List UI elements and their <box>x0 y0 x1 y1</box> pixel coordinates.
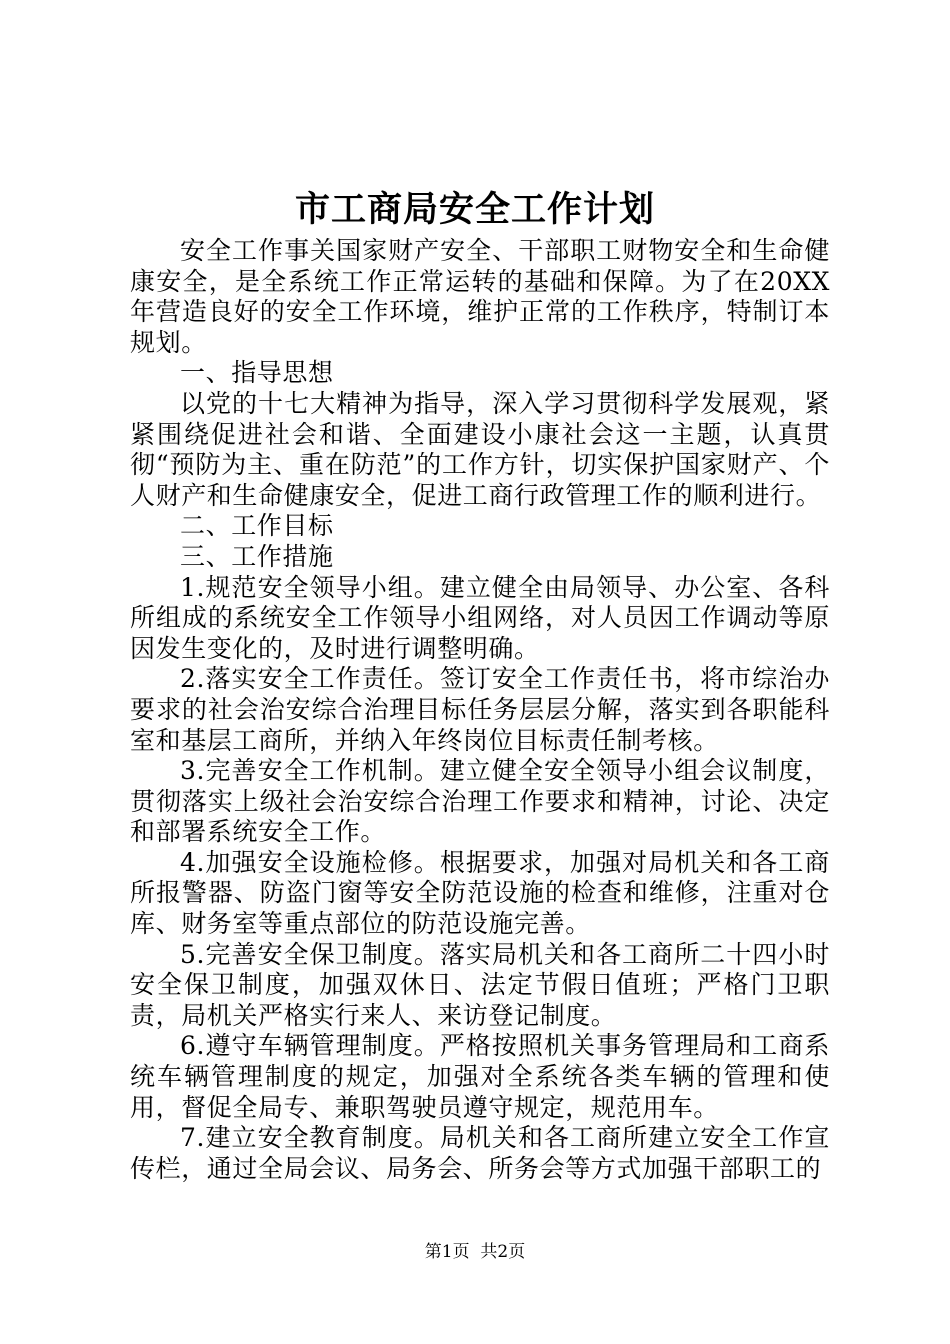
page-number-label: 第1页 共2页 <box>424 1242 526 1262</box>
measure-item-6: 6.遵守车辆管理制度。严格按照机关事务管理局和工商系统车辆管理制度的规定，加强对全系统各类车辆的管理和使用，督促全局专、兼职驾驶员遵守规定，规范用车。 <box>130 1031 830 1122</box>
section-heading-work-measures: 三、工作措施 <box>180 541 334 571</box>
measure-item-1: 1.规范安全领导小组。建立健全由局领导、办公室、各科所组成的系统安全工作领导小组网络，对人员因工作调动等原因发生变化的，及时进行调整明确。 <box>130 572 830 663</box>
measure-item-7: 7.建立安全教育制度。局机关和各工商所建立安全工作宣传栏，通过全局会议、局务会、所务会等方式加强干部职工的 <box>130 1123 830 1183</box>
document-body <box>130 236 830 1184</box>
section-heading-work-goal: 二、工作目标 <box>180 511 334 541</box>
intro-paragraph: 安全工作事关国家财产安全、干部职工财物安全和生命健康安全，是全系统工作正常运转的基础和保障。为了在20XX年营造良好的安全工作环境，维护正常的工作秩序，特制订本规划。 <box>130 236 830 357</box>
measure-item-5: 5.完善安全保卫制度。落实局机关和各工商所二十四小时安全保卫制度，加强双休日、法定节假日值班；严格门卫职责，局机关严格实行来人、来访登记制度。 <box>130 939 830 1030</box>
measure-item-3: 3.完善安全工作机制。建立健全安全领导小组会议制度，贯彻落实上级社会治安综合治理工作要求和精神，讨论、决定和部署系统安全工作。 <box>130 756 830 847</box>
page-footer <box>0 1240 950 1264</box>
measure-item-2: 2.落实安全工作责任。签订安全工作责任书，将市综治办要求的社会治安综合治理目标任务层层分解，落实到各职能科室和基层工商所，并纳入年终岗位目标责任制考核。 <box>130 664 830 755</box>
section-heading-guiding-thought: 一、指导思想 <box>180 358 334 388</box>
guiding-thought-paragraph: 以党的十七大精神为指导，深入学习贯彻科学发展观，紧紧围绕促进社会和谐、全面建设小康社会这一主题，认真贯彻“预防为主、重在防范”的工作方针，切实保护国家财产、个人财产和生命健康安全，促进工商行政管理工作的顺利进行。 <box>130 388 830 510</box>
document-title: 市工商局安全工作计划 <box>294 189 655 230</box>
measure-item-4: 4.加强安全设施检修。根据要求，加强对局机关和各工商所报警器、防盗门窗等安全防范设施的检查和维修，注重对仓库、财务室等重点部位的防范设施完善。 <box>130 847 830 939</box>
